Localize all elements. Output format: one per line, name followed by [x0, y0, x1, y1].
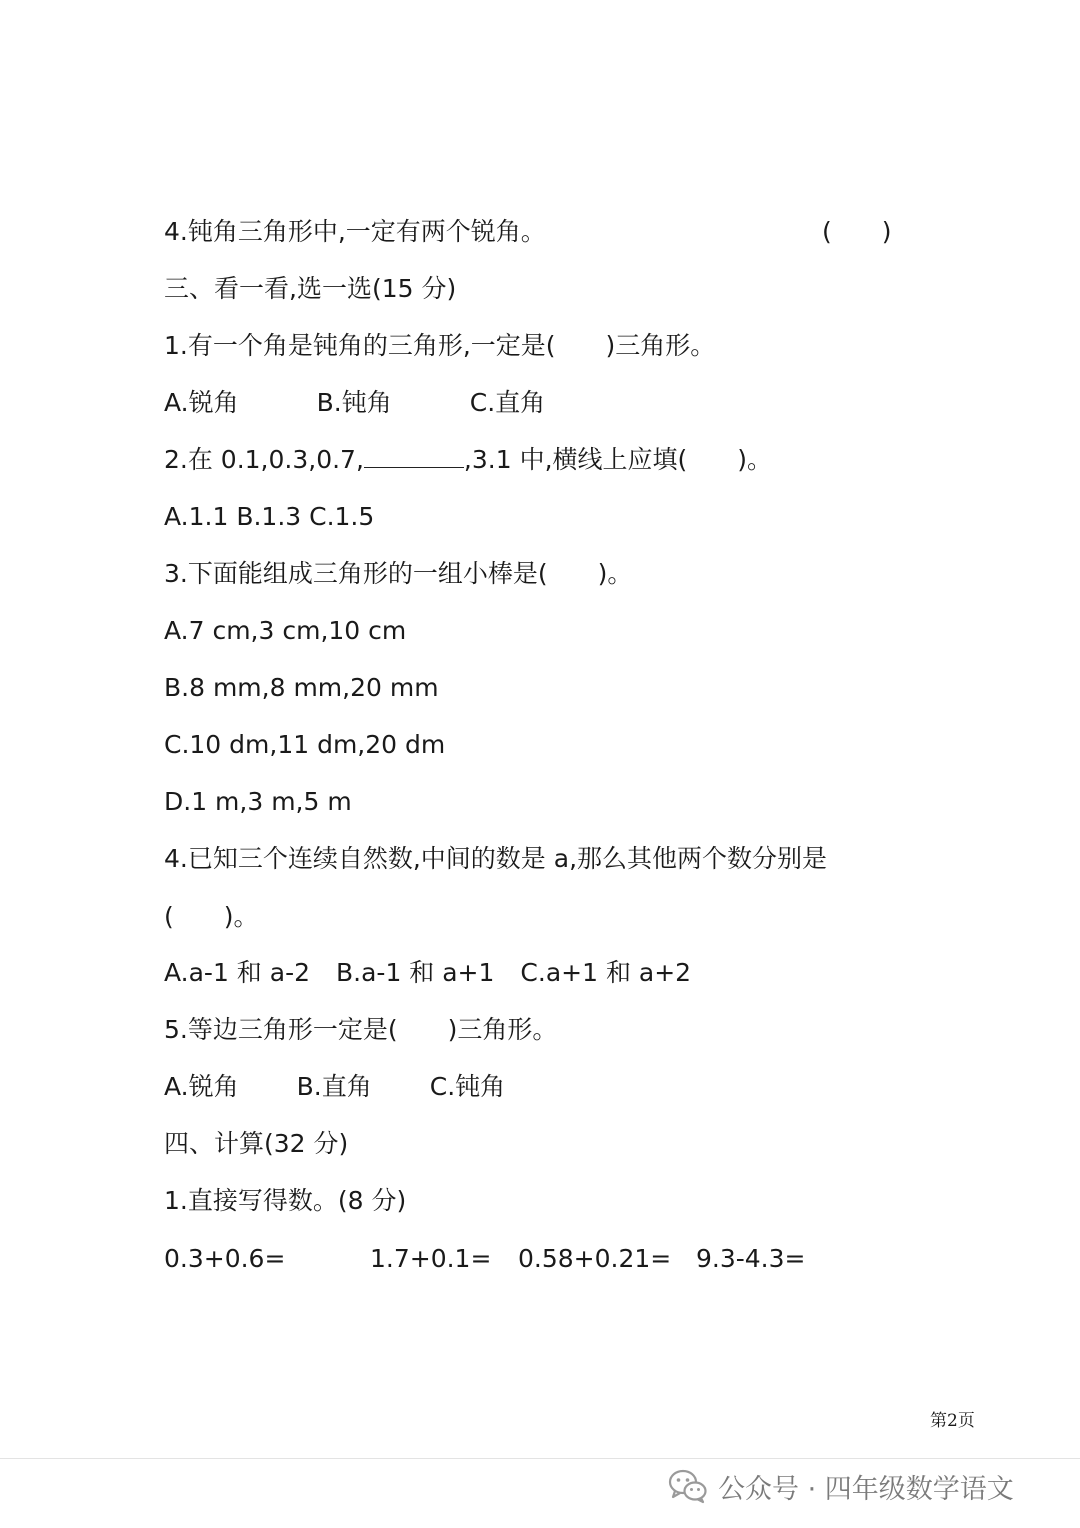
fill-blank-line	[364, 443, 464, 468]
mc1-stem: 1.有一个角是钝角的三角形,一定是( )三角形。	[164, 331, 716, 360]
mc3-option-a: A.7 cm,3 cm,10 cm	[164, 616, 407, 645]
mc5-options	[164, 1069, 505, 1105]
mc5-option-c: C.钝角	[429, 1072, 506, 1101]
mc2-stem-after: ,3.1 中,横线上应填( )。	[463, 445, 773, 474]
mc3-stem: 3.下面能组成三角形的一组小棒是( )。	[164, 559, 633, 588]
mc2-stem-before: 2.在 0.1,0.3,0.7,	[164, 445, 364, 474]
mc4-option-a: A.a-1 和 a-2	[164, 958, 310, 987]
section-4-title: 四、计算(32 分)	[164, 1129, 349, 1158]
mc3-option-b: B.8 mm,8 mm,20 mm	[164, 673, 439, 702]
answer-paren: ( )	[822, 217, 892, 246]
mc3-option-c: C.10 dm,11 dm,20 dm	[164, 730, 446, 759]
mc1-option-c: C.直角	[469, 388, 546, 417]
mc4-stem-paren: ( )。	[164, 902, 259, 931]
mc4-option-c: C.a+1 和 a+2	[520, 958, 692, 987]
calc1-title: 1.直接写得数。(8 分)	[164, 1186, 407, 1215]
section-3-title: 三、看一看,选一选(15 分)	[164, 274, 457, 303]
mc4-stem: 4.已知三个连续自然数,中间的数是 a,那么其他两个数分别是	[164, 844, 828, 873]
calc-item: 0.3+0.6=	[164, 1244, 286, 1273]
footer-label: 公众号 · 四年级数学语文	[718, 1473, 1014, 1505]
mc1-option-a: A.锐角	[164, 388, 239, 417]
footer-watermark	[668, 1464, 1014, 1508]
wechat-icon	[668, 1468, 708, 1504]
calc-item: 1.7+0.1=	[370, 1244, 492, 1273]
footer-divider	[0, 1458, 1080, 1459]
mc2-options: A.1.1 B.1.3 C.1.5	[164, 502, 375, 531]
mc5-stem: 5.等边三角形一定是( )三角形。	[164, 1015, 558, 1044]
mc4-options	[164, 955, 691, 991]
page-number: 第2页	[930, 1411, 975, 1431]
mc3-option-d: D.1 m,3 m,5 m	[164, 787, 352, 816]
mc4-option-b: B.a-1 和 a+1	[336, 958, 495, 987]
calc-item: 9.3-4.3=	[696, 1244, 806, 1273]
mc5-option-b: B.直角	[296, 1072, 372, 1101]
mc1-option-b: B.钝角	[316, 388, 392, 417]
judge-item-4-text: 4.钝角三角形中,一定有两个锐角。	[164, 217, 546, 246]
mc1-options	[164, 385, 545, 421]
mc5-option-a: A.锐角	[164, 1072, 239, 1101]
calc-item: 0.58+0.21=	[518, 1244, 672, 1273]
mc2-stem	[164, 442, 772, 478]
